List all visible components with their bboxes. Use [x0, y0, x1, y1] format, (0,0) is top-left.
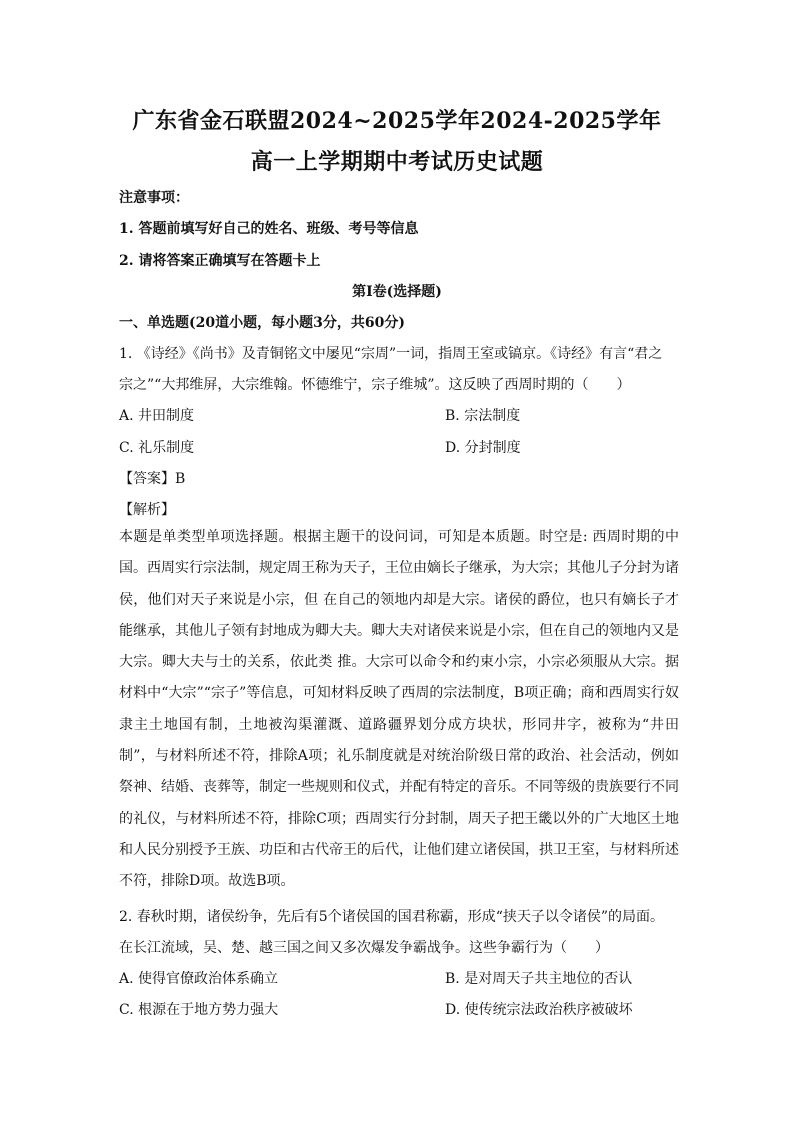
exam-title-line1: 广东省金石联盟2024~2025学年2024-2025学年 — [132, 108, 662, 134]
q2-option-c: C. 根源在于地方势力强大 — [119, 1002, 279, 1018]
q1-option-a: A. 井田制度 — [119, 408, 195, 424]
q1-stem-line2: 宗之”“大邦维屏，大宗维翰。怀德维宁，宗子维城”。这反映了西周时期的（ ） — [119, 377, 631, 393]
q1-analysis-text: 本题是单类型单项选择题。根据主题干的设问词，可知是本质题。时空是: 西周时期的中国。西周实行宗法制，规定周王称为天子，王位由嫡长子继承，为大宗；其他儿子分封为诸侯，他们对天子来说是小宗，但 在自己的领地内却是大宗。诸侯的爵位，也只有嫡长子才能继承，其他儿子领有封地成为卿大夫。卿大夫对诸侯来说是小宗，但在自己的领地内又是大宗。卿大夫与士的关系，依此类 推。大宗可以命令和约束小宗，小宗必须服从大宗。据材料中“大宗”“宗子”等信息，可知材料反映了西周的宗法制度，B项正确；商和西周实行奴隶主土地国有制，土地被沟渠灌溉、道路疆界划分成方块状，形同井字，被称为“井田制”，与材料所述不符，排除A项；礼乐制度就是对统治阶级日常的政治、社会活动，例如祭神、结婚、丧葬等，制定一些规则和仪式，并配有特定的音乐。不同等级的贵族要行不同的礼仪，与材料所述不符，排除C项；西周实行分封制，周天子把王畿以外的广大地区土地和人民分别授予王族、功臣和古代帝王的后代，让他们建立诸侯国，拱卫王室，与材料所述不符，排除D项。故选B项。 — [119, 529, 679, 890]
q1-analysis-label: 【解析】 — [119, 502, 175, 518]
notes-item-2: 2. 请将答案正确填写在答题卡上 — [119, 253, 321, 269]
exam-title-line2: 高一上学期期中考试历史试题 — [250, 149, 544, 175]
q1-option-c: C. 礼乐制度 — [119, 440, 195, 456]
notes-item-1: 1. 答题前填写好自己的姓名、班级、考号等信息 — [119, 221, 419, 237]
q1-option-d: D. 分封制度 — [445, 440, 521, 456]
q2-option-b: B. 是对周天子共主地位的否认 — [445, 971, 633, 987]
q2-stem-line2: 在长江流域，吴、楚、越三国之间又多次爆发争霸战争。这些争霸行为（ ） — [119, 940, 609, 956]
q2-stem-line1: 2. 春秋时期，诸侯纷争，先后有5个诸侯国的国君称霸，形成“挟天子以令诸侯”的局面。 — [119, 909, 665, 925]
section-heading: 一、单选题(20道小题，每小题3分，共60分) — [119, 315, 405, 331]
q1-option-b: B. 宗法制度 — [445, 408, 521, 424]
volume-heading: 第Ⅰ卷(选择题) — [352, 284, 442, 300]
notes-heading: 注意事项： — [119, 190, 189, 206]
q1-answer: 【答案】B — [119, 471, 186, 487]
q1-stem-line1: 1. 《诗经》《尚书》及青铜铭文中屡见“宗周”一词，指周王室或镐京。《诗经》有言“君之 — [119, 346, 663, 362]
q2-option-d: D. 使传统宗法政治秩序被破坏 — [445, 1002, 633, 1018]
q2-option-a: A. 使得官僚政治体系确立 — [119, 971, 279, 987]
